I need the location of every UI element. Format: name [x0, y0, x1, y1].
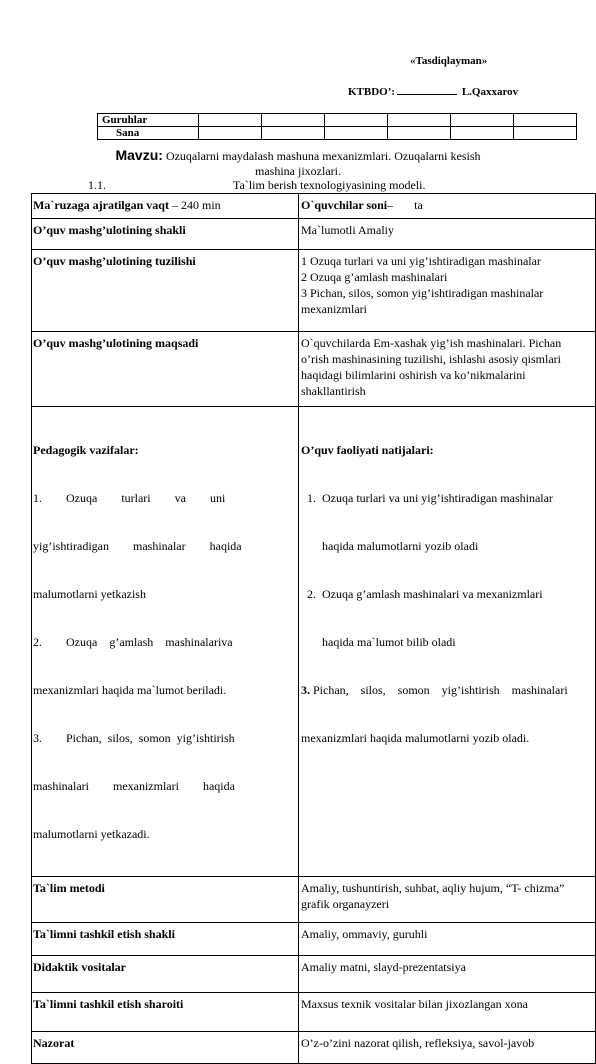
outcome-line: haqida malumotlarni yozib oladi [301, 539, 479, 553]
table-row [32, 956, 596, 993]
date-cell[interactable] [262, 127, 325, 140]
outcome-line [301, 682, 595, 698]
approval-position: KTBDO’: [348, 86, 396, 98]
task-line: mashinalari mexanizmlari haqida [33, 779, 235, 793]
groups-cell[interactable] [388, 114, 451, 127]
outcome-line: haqida ma`lumot bilib oladi [301, 635, 456, 649]
approval-title: «Tasdiqlayman» [410, 55, 488, 67]
row-value: Amaliy, ommaviy, guruhli [299, 923, 596, 956]
row-key: Ta`limni tashkil etish shakli [32, 923, 299, 956]
topic [60, 148, 536, 179]
date-cell[interactable] [514, 127, 577, 140]
students-label: O`quvchilar soni [301, 198, 388, 212]
learning-outcomes-cell [299, 407, 596, 877]
value-line: Amaliy, tushuntirish, suhbat, aqliy hujum, “T- chizma” [301, 881, 565, 895]
value-line: 1 Ozuqa turlari va uni yig’ishtiradigan mashinalar [301, 254, 541, 268]
row-key: Nazorat [32, 1032, 299, 1064]
table-row [32, 877, 596, 923]
model-table [31, 193, 596, 1064]
groups-table [97, 113, 577, 140]
groups-cell[interactable] [262, 114, 325, 127]
task-line: mexanizmlari haqida ma`lumot beriladi. [33, 683, 227, 697]
table-row [32, 250, 596, 332]
value-line: 2 Ozuqa g’amlash mashinalari [301, 270, 448, 284]
row-value: Ma`lumotli Amaliy [299, 219, 596, 250]
value-line: mexanizmlari [301, 302, 367, 316]
task-line: 2. Ozuqa g’amlash mashinalariva [33, 635, 233, 649]
row-key: O’quv mashg’ulotining maqsadi [32, 332, 299, 407]
row-key: O’quv mashg’ulotining tuzilishi [32, 250, 299, 332]
row-value: Maxsus texnik vositalar bilan jixozlangan xona [299, 993, 596, 1032]
row-value: Amaliy matni, slayd-prezentatsiya [299, 956, 596, 993]
pedagogic-tasks-cell [32, 407, 299, 877]
task-line: yig’ishtiradigan mashinalar haqida [33, 539, 242, 553]
signature-line [397, 85, 457, 95]
time-cell [32, 194, 299, 219]
row-value [299, 877, 596, 923]
value-line: o’rish mashinasining tuzilishi, ishlashi asosiy qismlari [301, 352, 561, 366]
value-line: shakllantirish [301, 384, 366, 398]
value-line: O`quvchilarda Em-xashak yig’ish mashinalari. Pichan [301, 336, 562, 350]
groups-cell[interactable] [199, 114, 262, 127]
date-label: Sana [98, 127, 199, 140]
groups-label: Guruhlar [98, 114, 199, 127]
row-key: Didaktik vositalar [32, 956, 299, 993]
table-row [32, 407, 596, 877]
table-row [32, 923, 596, 956]
date-cell[interactable] [388, 127, 451, 140]
section-title: Ta`lim berish texnologiyasining modeli. [233, 178, 426, 192]
pedagogic-tasks-title: Pedagogik vazifalar: [33, 443, 139, 457]
task-line: malumotlarni yetkazadi. [33, 827, 150, 841]
section-number: 1.1. [88, 178, 106, 192]
groups-cell[interactable] [514, 114, 577, 127]
students-value: – ta [387, 198, 423, 212]
table-row [32, 332, 596, 407]
students-cell [299, 194, 596, 219]
row-value: O’z-o’zini nazorat qilish, refleksiya, savol-javob [299, 1032, 596, 1064]
table-row [32, 993, 596, 1032]
groups-cell[interactable] [325, 114, 388, 127]
date-row [98, 127, 577, 140]
outcome-line: 1. Ozuqa turlari va uni yig’ishtiradigan mashinalar [301, 491, 553, 505]
groups-cell[interactable] [451, 114, 514, 127]
date-cell[interactable] [451, 127, 514, 140]
topic-text-1: Ozuqalarni maydalash mashuna mexanizmlari. Ozuqalarni kesish [165, 149, 481, 163]
task-line: 1. Ozuqa turlari va uni [33, 491, 226, 505]
row-key: Ta`limni tashkil etish sharoiti [32, 993, 299, 1032]
approval-signature [348, 85, 518, 98]
value-line: grafik organayzeri [301, 897, 390, 911]
table-row [32, 194, 596, 219]
row-value [299, 250, 596, 332]
time-value: – 240 min [168, 198, 221, 212]
table-row [32, 1032, 596, 1064]
outcome-line: mexanizmlari haqida malumotlarni yozib oladi. [301, 731, 530, 745]
outcome-number: 3. [301, 683, 310, 697]
row-value [299, 332, 596, 407]
learning-outcomes-title: O’quv faoliyati natijalari: [301, 443, 434, 457]
date-cell[interactable] [325, 127, 388, 140]
groups-row [98, 114, 577, 127]
row-key: Ta`lim metodi [32, 877, 299, 923]
task-line: 3. Pichan, silos, somon yig’ishtirish [33, 731, 235, 745]
time-label: Ma`ruzaga ajratilgan vaqt [33, 198, 169, 212]
value-line: haqidagi bilimlarini oshirish va ko’nikmalarini [301, 368, 526, 382]
topic-text-2: mashina jixozlari. [255, 164, 341, 178]
table-row [32, 219, 596, 250]
approval-name: L.Qaxxarov [461, 86, 519, 98]
task-line: malumotlarni yetkazish [33, 587, 146, 601]
outcome-text: Pichan, silos, somon yig’ishtirish mashinalari [310, 683, 568, 697]
date-cell[interactable] [199, 127, 262, 140]
value-line: 3 Pichan, silos, somon yig’ishtiradigan mashinalar [301, 286, 544, 300]
topic-label: Mavzu: [115, 147, 163, 163]
row-key: O’quv mashg’ulotining shakli [32, 219, 299, 250]
outcome-line: 2. Ozuqa g’amlash mashinalari va mexanizmlari [301, 587, 543, 601]
